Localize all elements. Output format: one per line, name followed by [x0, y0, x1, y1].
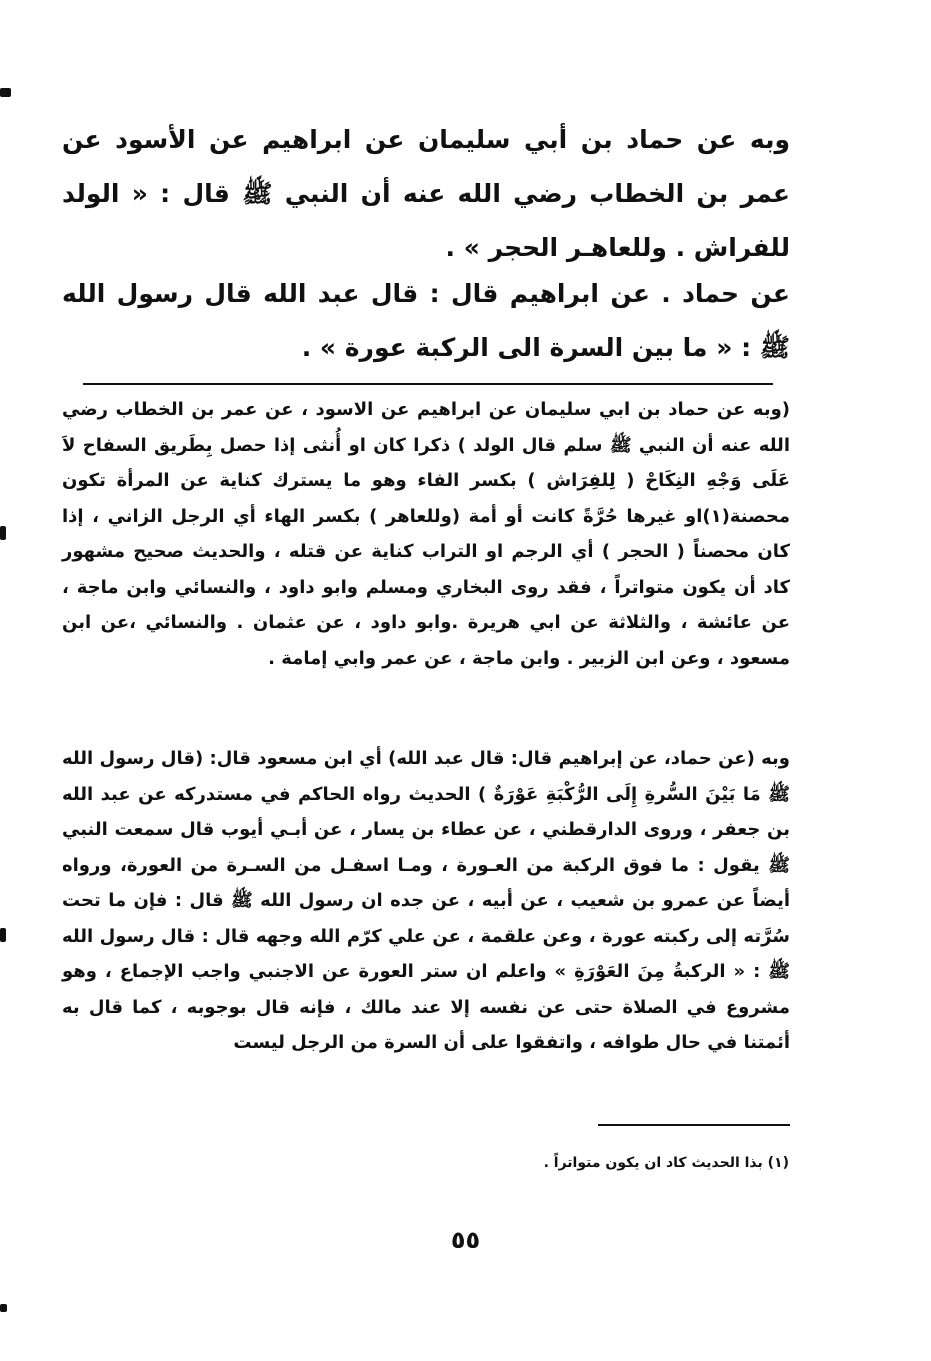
main-text-paragraph-2: عن حماد . عن ابراهيم قال : قال عبد الله قال رسول الله ﷺ : « ما بين السرة الى الركبة عورة » .	[62, 279, 790, 362]
commentary-paragraph-2: وبه (عن حماد، عن إبراهيم قال: قال عبد الله) أي ابن مسعود قال: (قال رسول الله ﷺ مَا بَيْنَ السُّرةِ إِلَى الرُّكْبَةِ عَوْرَةٌ ) الحديث رواه الحاكم في مستدركه عن عبد الله بن جعفر ، وروى الدارقطني ، عن عطاء بن يسار ، عن أبـي أيوب قال سمعت النبي ﷺ يقول : ما فوق الركبة من العـورة ، ومـا اسفـل من السـرة من العورة، ورواه أيضاً عن عمرو بن شعيب ، عن أبيه ، عن جده ان رسول الله ﷺ قال : فإن ما تحت سُرَّته إلى ركبته عورة ، وعن علقمة ، عن علي كرّم الله وجهه قال : قال رسول الله ﷺ : « الركبةُ مِنَ العَوْرَةِ » واعلم ان ستر العورة عن الاجنبي واجب الإجماع ، وهو مشروع في الصلاة حتى عن نفسه إلا عند مالك ، فإنه قال بوجوبه ، كما قال به أئمتنا في حال طوافه ، واتفقوا على أن السرة من الرجل ليست	[62, 748, 790, 1053]
footnote: (١) بذا الحديث كاد ان يكون متواتراً .	[543, 1155, 789, 1171]
main-text-paragraph-1: وبه عن حماد بن أبي سليمان عن ابراهيم عن الأسود عن عمر بن الخطاب رضي الله عنه أن النبي ﷺ قال : « الولد للفراش . وللعاهـر الحجر » .	[62, 125, 790, 262]
scan-edge-mark-lower	[0, 928, 6, 942]
scan-edge-mark-bottom	[0, 1304, 7, 1312]
page-number: ٥٥	[450, 1226, 481, 1254]
scan-edge-mark-middle	[0, 526, 6, 540]
commentary-paragraph-1: (وبه عن حماد بن ابي سليمان عن ابراهيم عن الاسود ، عن عمر بن الخطاب رضي الله عنه أن النبي ﷺ سلم قال الولد ) ذكرا كان او أُنثى إذا حصل بِطَريق السفاح لاَ عَلَى وَجْهِ النِكَاحْ ( لِلفِرَاش ) بكسر الفاء وهو ما يسترك كناية عن المرأة تكون محصنة(١)او غيرها حُرَّةً كانت أو أمة (وللعاهر ) بكسر الهاء أي الرجل الزاني ، إذا كان محصناً ( الحجر ) أي الرجم او التراب كناية عن قتله ، والحديث صحيح مشهور كاد أن يكون متواتراً ، فقد روى البخاري ومسلم وابو داود ، والنسائي وابن ماجة ، عن عائشة ، والثلاثة عن ابي هريرة .وابو داود ، عن عثمان . والنسائي ،عن ابن مسعود ، وعن ابن الزبير . وابن ماجة ، عن عمر وابي إمامة .	[62, 399, 790, 669]
footnote-separator-rule	[598, 1124, 790, 1126]
commentary-separator-rule	[83, 383, 773, 385]
scan-edge-mark-top	[0, 88, 11, 97]
